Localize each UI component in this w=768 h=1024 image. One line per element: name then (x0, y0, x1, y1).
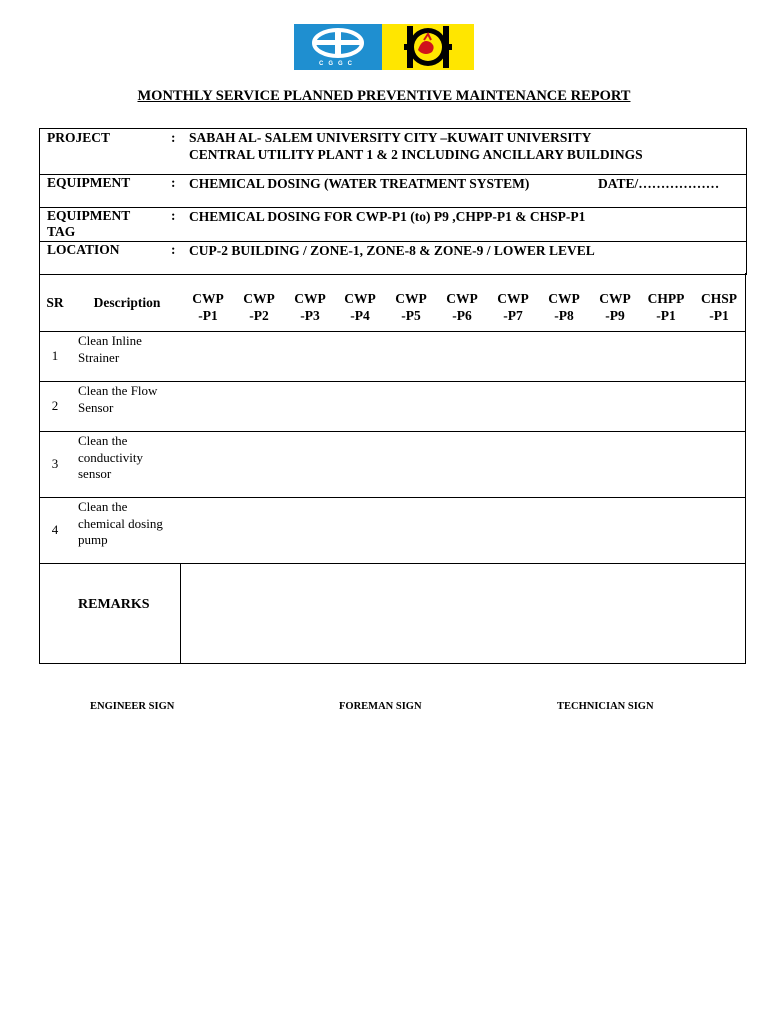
colon: : (171, 208, 176, 223)
column-header (540, 290, 588, 324)
row-divider (39, 663, 745, 664)
project-row (40, 129, 746, 175)
engineer-sign-label: ENGINEER SIGN (90, 701, 175, 712)
column-header-line-2: -P1 (656, 308, 676, 323)
row-divider (39, 431, 745, 432)
column-header-line-1: CWP (599, 291, 631, 306)
technician-sign-label: TECHNICIAN SIGN (557, 701, 654, 712)
project-label: PROJECT (47, 130, 111, 145)
colon: : (171, 175, 176, 190)
cggc-logo-text: CGGC (319, 61, 357, 67)
logo-banner (294, 24, 474, 70)
row-divider (39, 563, 745, 564)
tag-label-line-1: EQUIPMENT (47, 208, 131, 223)
foreman-sign-label: FOREMAN SIGN (339, 701, 422, 712)
equipment-value: CHEMICAL DOSING (WATER TREATMENT SYSTEM) (189, 176, 530, 191)
column-header-line-1: CWP (192, 291, 224, 306)
location-value: CUP-2 BUILDING / ZONE-1, ZONE-8 & ZONE-9 / LOWER LEVEL (189, 243, 595, 258)
column-header-line-1: CHSP (700, 291, 737, 306)
colon: : (171, 130, 176, 145)
equipment-row (40, 175, 746, 208)
description-line: Clean the (78, 433, 128, 448)
column-header-line-2: -P8 (554, 308, 574, 323)
column-header-line-1: CWP (497, 291, 529, 306)
column-header (695, 290, 743, 324)
equipment-tag-row (40, 208, 746, 242)
row-sr: 1 (51, 348, 59, 363)
colon: : (171, 242, 176, 257)
remarks-label: REMARKS (78, 597, 150, 612)
row-description (78, 499, 178, 549)
row-sr: 3 (51, 456, 59, 471)
column-header-line-2: -P2 (249, 308, 269, 323)
column-header-line-2: -P5 (401, 308, 421, 323)
column-header-line-2: -P7 (503, 308, 523, 323)
column-header-line-1: CWP (243, 291, 275, 306)
table-right-border (745, 273, 746, 664)
column-header (387, 290, 435, 324)
description-line: conductivity (78, 449, 143, 465)
description-line: Clean the (78, 499, 128, 514)
row-divider (39, 497, 745, 498)
report-title: MONTHLY SERVICE PLANNED PREVENTIVE MAINTENANCE REPORT (137, 88, 631, 104)
column-header-line-1: CWP (395, 291, 427, 306)
project-line-1: SABAH AL- SALEM UNIVERSITY CITY –KUWAIT UNIVERSITY (189, 130, 592, 145)
column-header-line-2: -P4 (350, 308, 370, 323)
column-header (336, 290, 384, 324)
description-line: sensor (78, 466, 112, 481)
tag-value: CHEMICAL DOSING FOR CWP-P1 (to) P9 ,CHPP-P1 & CHSP-P1 (189, 209, 586, 224)
project-line-2: CENTRAL UTILITY PLANT 1 & 2 INCLUDING ANCILLARY BUILDINGS (189, 147, 643, 162)
cggc-logo (294, 24, 382, 70)
row-description (78, 333, 178, 366)
column-header-line-1: CWP (548, 291, 580, 306)
description-line: chemical dosing (78, 515, 163, 531)
column-header-line-1: CWP (344, 291, 376, 306)
description-line: Sensor (78, 399, 114, 415)
column-header-line-2: -P3 (300, 308, 320, 323)
column-header (642, 290, 690, 324)
column-header (235, 290, 283, 324)
remarks-divider (180, 563, 181, 664)
sr-header: SR (46, 295, 64, 310)
row-sr: 4 (51, 522, 59, 537)
equipment-label: EQUIPMENT (47, 175, 131, 190)
description-line: Strainer (78, 349, 120, 365)
column-header (591, 290, 639, 324)
gear-emblem-icon (382, 24, 474, 70)
column-header-line-2: -P6 (452, 308, 472, 323)
location-label: LOCATION (47, 242, 120, 257)
column-header (489, 290, 537, 324)
row-divider (39, 381, 745, 382)
description-line: Clean Inline (78, 333, 142, 348)
column-header-line-1: CWP (446, 291, 478, 306)
column-header (438, 290, 486, 324)
description-line: pump (78, 532, 108, 547)
column-header-line-1: CHPP (647, 291, 685, 306)
column-header-line-2: -P9 (605, 308, 625, 323)
row-divider (39, 331, 745, 332)
column-header-line-2: -P1 (198, 308, 218, 323)
header-block (39, 128, 747, 275)
column-header (184, 290, 232, 324)
column-header-line-2: -P1 (709, 308, 729, 323)
tag-label-line-2: TAG (47, 224, 76, 239)
gear-logo (382, 24, 474, 70)
row-description (78, 383, 178, 416)
table-left-border (39, 273, 40, 664)
row-description (78, 433, 178, 483)
date-field[interactable]: DATE/……………… (598, 176, 720, 191)
column-header (286, 290, 334, 324)
description-line: Clean the Flow (78, 383, 158, 398)
location-row (40, 242, 746, 274)
description-header: Description (93, 295, 161, 310)
row-sr: 2 (51, 398, 59, 413)
column-header-line-1: CWP (294, 291, 326, 306)
